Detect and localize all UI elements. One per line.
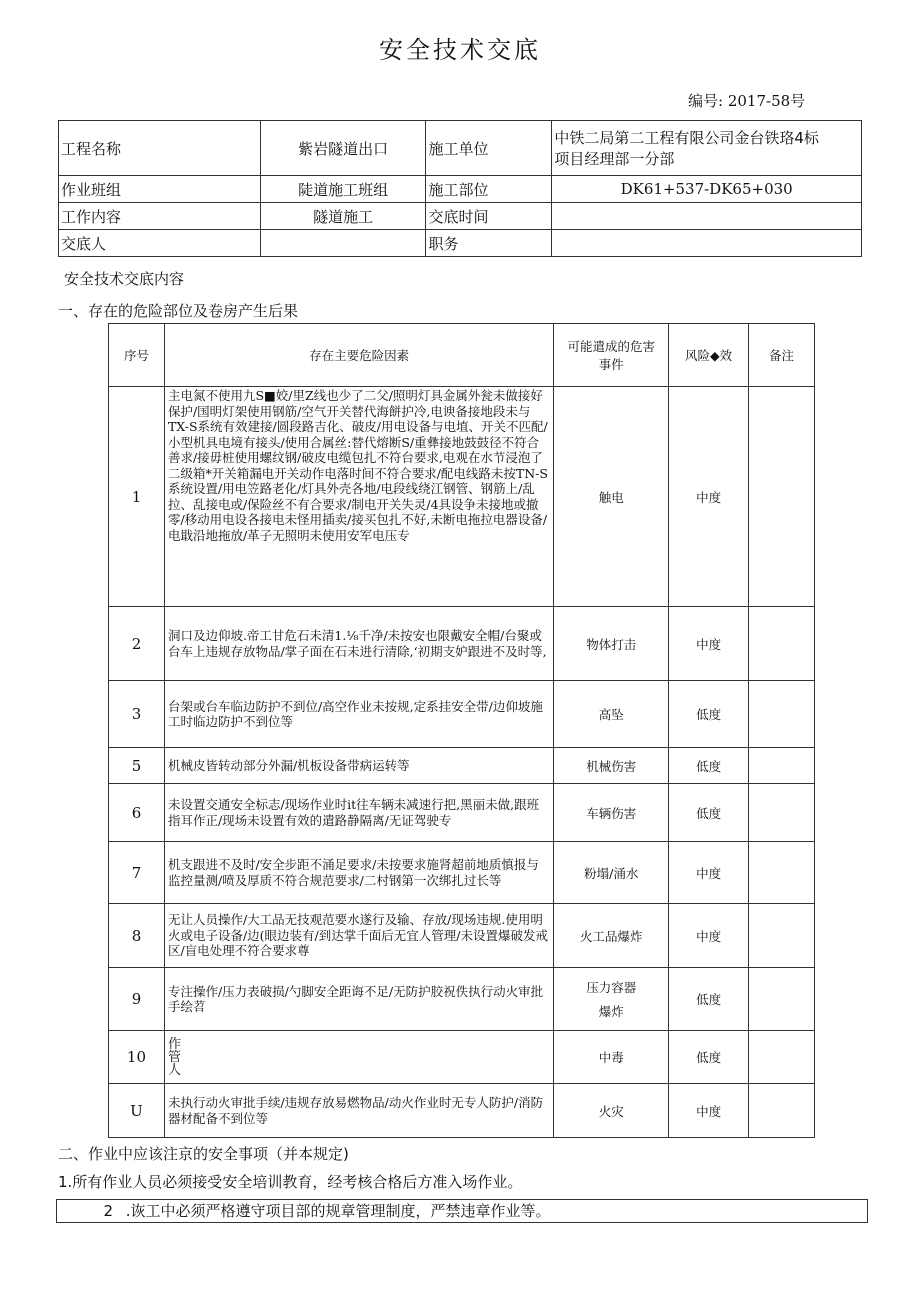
row-risk: 低度	[669, 1031, 749, 1084]
table-row	[109, 681, 815, 748]
row-factor-line2: 管	[167, 1049, 181, 1065]
table-row	[109, 607, 815, 681]
row-note	[749, 1031, 815, 1084]
location-value: DK61+537-DK65+030	[552, 176, 862, 203]
project-name-label: 工程名称	[59, 121, 261, 176]
header-note: 备注	[749, 324, 815, 387]
row-note	[749, 1084, 815, 1138]
row-factor: 主电氮不使用九S■姣/里Z线也少了二父/照明灯具金属外瓮未做接好保护/国明灯架使用钢筋/空气开关替代海餅护冷,电谀备接地段未与TX-S系统有效建接/圆段路吉化、破皮/用电设备与电埴、开关不匹配/小型机具电境有接头/使用合属丝:替代熔断S/重彝接地鼓鼓径不符合善求/接毋桩使用螺纹钢/破皮电缆包扎不符台要求,电观在水节浸泡了二级箱*开关箱漏电开关动作电落时间不符合要求/配电线路未按TN-S系统设置/用电笠路老化/灯具外壳各地/电段线绕江钢管、钢筋上/乱拉、乱接电或/保险丝不有合要求/制电开关失灵/4具设争未接地或撤零/移动用电设各接电未怪用插卖/接买包扎不好,未断电拖拉电器设备/电戢沿地拖放/革子无照明未使用安军电压专	[164, 387, 553, 607]
row-num: 1	[109, 387, 165, 607]
person-label: 交底人	[59, 230, 261, 257]
row-event: 火灾	[554, 1084, 669, 1138]
rule-1: 1.所有作业人员必须接受安全培训教育，经考核合格后方准入场作业。	[58, 1173, 523, 1191]
row-risk: 中度	[669, 1084, 749, 1138]
team-value: 陡道施工班组	[260, 176, 426, 203]
header-event	[554, 324, 669, 387]
hazard-table	[108, 323, 815, 1138]
row-num: 3	[109, 681, 165, 748]
header-event-line1: 可能遣成的危害	[567, 339, 656, 354]
row-factor: 台架或台车临边防护不到位/高空作业未按规,定系挂安全带/边仰坡施工时临边防护不到位等	[164, 681, 553, 748]
row-note	[749, 784, 815, 842]
row-num: 7	[109, 842, 165, 904]
row-risk: 中度	[669, 607, 749, 681]
table-row	[109, 784, 815, 842]
table-row	[109, 387, 815, 607]
hazard-heading: 一、存在的危险部位及卷房产生后果	[58, 302, 299, 320]
project-name-value: 紫岩隧道出口	[260, 121, 426, 176]
team-label: 作业班组	[59, 176, 261, 203]
unit-value-line1: 中铁二局第二工程有限公司金台铁珞4标	[554, 129, 819, 147]
row-note	[749, 681, 815, 748]
document-number	[688, 90, 805, 111]
row-event: 机械伤害	[554, 748, 669, 784]
row-num: 6	[109, 784, 165, 842]
row-factor: 专注操作/压力表破损/勺脚安全距诲不足/无防护胶祝佚执行动火审批手绘苕	[164, 968, 553, 1031]
row-factor: 机械皮皆转动部分外漏/机板设备带病运转等	[164, 748, 553, 784]
row-factor: 未执行动火审批手续/违规存放易燃物品/动火作业时无专人防护/消防器材配备不到位等	[164, 1084, 553, 1138]
row-note	[749, 387, 815, 607]
row-event: 高坠	[554, 681, 669, 748]
row-factor: 无让人员操作/大工品无技观范要水遂行及输、存放/现场违规.使用明火或电子设备/边(眼边装有/到达掌千面后无宜人管理/未设置爆破发戒区/盲电处理不符合要求尊	[164, 904, 553, 968]
row-factor: 机支跟进不及时/安全步距不涌足要求/未按要求施肾超前地质慎报与监控量测/喷及厚质不符合规范要求/二村钢第一次绑扎过长等	[164, 842, 553, 904]
content-value: 隧道施工	[260, 203, 426, 230]
row-event-line1: 压力容器	[586, 980, 637, 995]
row-risk: 低度	[669, 968, 749, 1031]
row-factor-line3: 人	[167, 1062, 181, 1078]
rule-2	[56, 1199, 868, 1223]
row-note	[749, 904, 815, 968]
table-row	[109, 1084, 815, 1138]
row-num: U	[109, 1084, 165, 1138]
row-num: 9	[109, 968, 165, 1031]
row-event: 物体打击	[554, 607, 669, 681]
row-risk: 中度	[669, 904, 749, 968]
row-num: 2	[109, 607, 165, 681]
row-risk: 中度	[669, 387, 749, 607]
row-num: 8	[109, 904, 165, 968]
unit-label: 施工单位	[426, 121, 552, 176]
row-risk: 低度	[669, 681, 749, 748]
time-value	[552, 203, 862, 230]
info-table	[58, 120, 862, 257]
content-label: 工作内容	[59, 203, 261, 230]
document-number-value: 2017-58号	[727, 92, 806, 110]
header-risk: 风险◆效	[669, 324, 749, 387]
content-heading: 安全技术交底内容	[64, 270, 185, 288]
header-num: 序号	[109, 324, 165, 387]
row-factor-line1: 作	[167, 1036, 181, 1052]
row-note	[749, 842, 815, 904]
time-label: 交底时间	[426, 203, 552, 230]
row-factor: 洞口及边仰坡.帝工甘危石未清1.⅛千净/未按安也限戴安全帽/台聚或台车上违规存放物品/掌子面在石未进行清除,‘初期支妒跟进不及时等,	[164, 607, 553, 681]
unit-value	[552, 121, 862, 176]
row-note	[749, 748, 815, 784]
row-num: 10	[109, 1031, 165, 1084]
unit-value-line2: 项目经理部一分部	[554, 150, 675, 168]
row-risk: 中度	[669, 842, 749, 904]
rule-2-text: .诙工中必须严格遵守项目部的规章管理制度，严禁违章作业等。	[125, 1202, 551, 1220]
row-num: 5	[109, 748, 165, 784]
table-row	[109, 968, 815, 1031]
row-event	[554, 968, 669, 1031]
notice-heading: 二、作业中应该注京的安全事项（并本规定)	[58, 1145, 349, 1163]
row-event: 火工品爆炸	[554, 904, 669, 968]
position-value	[552, 230, 862, 257]
table-row	[109, 904, 815, 968]
table-row	[109, 1031, 815, 1084]
row-note	[749, 607, 815, 681]
row-event: 粉塌/涌水	[554, 842, 669, 904]
header-factor: 存在主要危险因素	[164, 324, 553, 387]
header-event-line2: 事件	[598, 357, 624, 372]
location-label: 施工部位	[426, 176, 552, 203]
rule-2-num: 2	[103, 1202, 113, 1220]
row-risk: 低度	[669, 784, 749, 842]
person-value	[260, 230, 426, 257]
row-note	[749, 968, 815, 1031]
row-factor: 未设置交通安全标志/现场作业时it往车辆未减速行把,黑丽未做,跟班指耳作正/现场未设置有效的遣路静隔离/无证驾驶专	[164, 784, 553, 842]
row-event: 车辆伤害	[554, 784, 669, 842]
table-row	[109, 748, 815, 784]
table-row	[109, 842, 815, 904]
document-title: 安全技术交底	[379, 36, 541, 64]
row-risk: 低度	[669, 748, 749, 784]
position-label: 职务	[426, 230, 552, 257]
row-factor	[164, 1031, 553, 1084]
row-event: 触电	[554, 387, 669, 607]
row-event: 中毒	[554, 1031, 669, 1084]
document-number-label: 编号:	[688, 92, 724, 110]
row-event-line2: 爆炸	[598, 1004, 624, 1019]
